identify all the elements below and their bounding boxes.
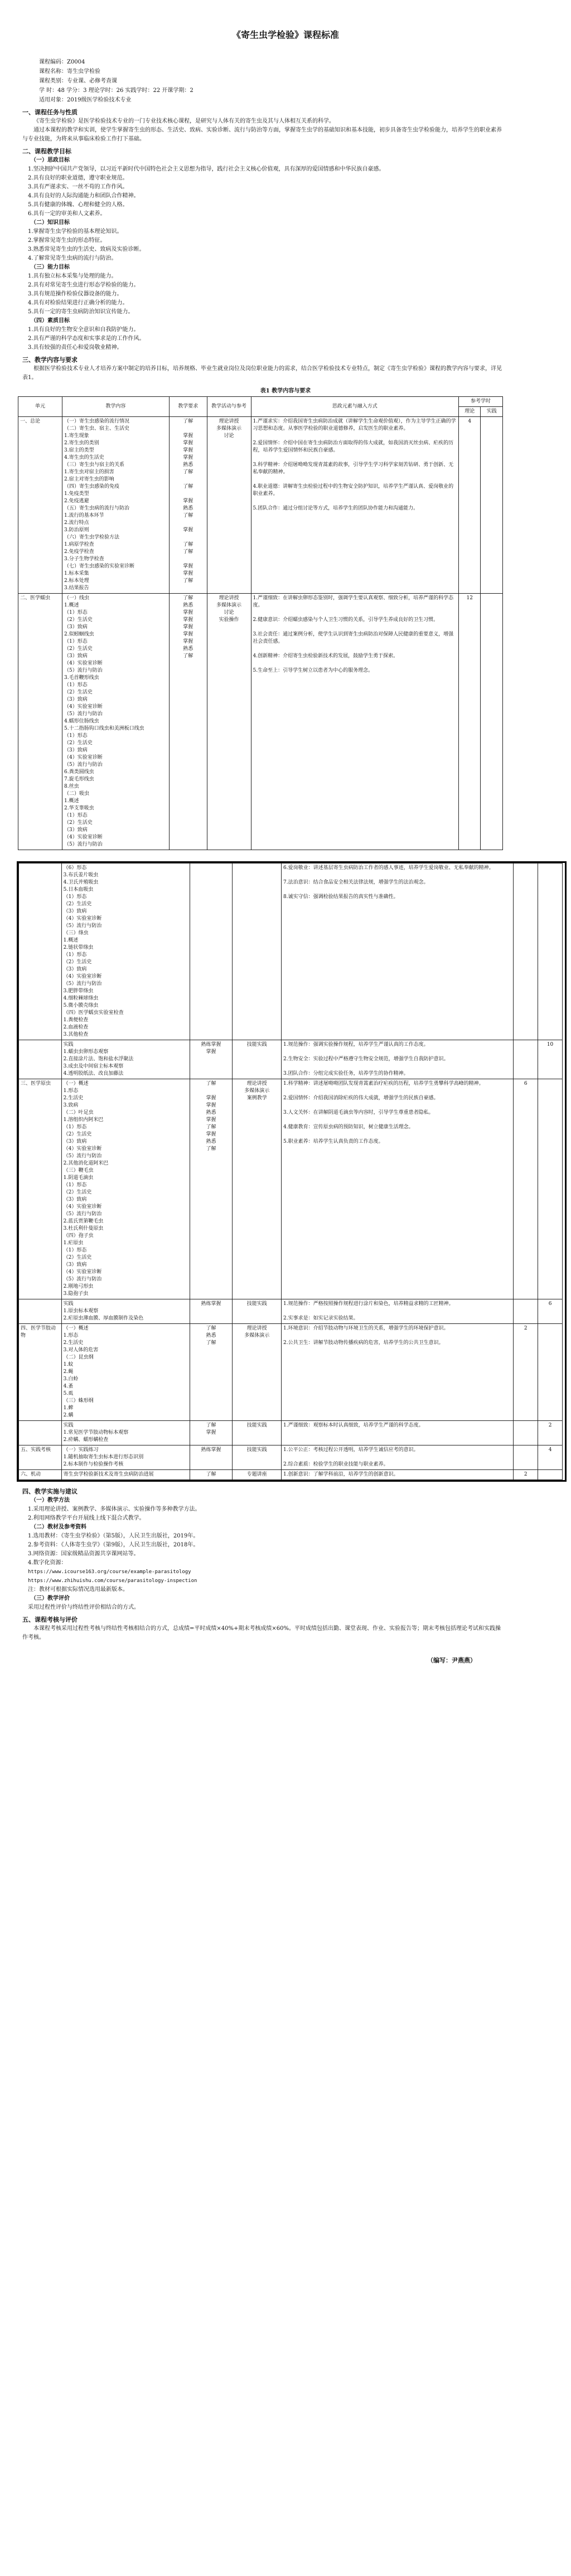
cell-unit: 一、总论 <box>18 417 62 594</box>
author-signature: （编写：尹燕燕） <box>427 1657 476 1664</box>
header-unit: 单元 <box>18 397 62 417</box>
cell-practice <box>538 863 563 1040</box>
cell-unit: 三、医学原虫 <box>19 1079 62 1299</box>
cell-content: （一）寄生虫感染的流行情况 （二）寄生虫、宿主、生活史 1.寄生现象 2.寄生虫的类别 3.宿主的类型 4.寄生虫的生活史 （三）寄生虫与宿主的关系 1.寄生虫对宿主的损害 2.宿主对寄生虫的影响 （四）寄生虫感染的免疫 1.免疫类型 2.免疫逃避 （五）寄生虫病的流行与防治 1.流行的基本环节 2.流行特点 3.防治原则 （六）寄生虫学检验方法 1.病原学检查 2.免疫学检查 3.分子生物学检查 （七）寄生虫感染的实验室诊断 1.标本采集 2.标本处理 3.结果报告 <box>62 417 170 594</box>
section-2-title: 二、课程教学目标 <box>22 148 71 155</box>
cell-ideo: 1.严谨细致：在讲解虫卵形态鉴别时，强调学生要认真观察、细致分析，培养严谨的科学态度。 2.健康意识：介绍蠕虫感染与个人卫生习惯的关系，引导学生养成良好的卫生习惯。 3.社会责任：通过案例分析，使学生认识到寄生虫病防治对保障人民健康的重要意义，增强社会责任感。 4.创新精神：介绍寄生虫检验新技术的发展，鼓励学生勇于探索。 5.生命至上：引导学生树立以患者为中心的服务理念。 <box>251 594 458 850</box>
cell-act: 理论讲授 多媒体演示 讨论 实验操作 <box>207 594 251 850</box>
textbook-item: 4.数字化资源： <box>28 1560 67 1566</box>
cell-practice <box>538 1470 563 1480</box>
table-row <box>19 1445 563 1470</box>
header-theory: 理论 <box>458 407 481 417</box>
header-req: 教学要求 <box>169 397 207 417</box>
content-table <box>18 396 503 850</box>
cell-unit <box>19 1040 62 1079</box>
table-title: 表1 教学内容与要求 <box>260 388 311 394</box>
header-ideo: 思政元素与融入方式 <box>251 397 458 417</box>
goal-2-item: 3.熟悉常见寄生虫的生活史、致病及实验诊断。 <box>28 246 145 253</box>
cell-theory: 2 <box>514 1470 538 1480</box>
cell-req: 了解 熟悉 了解 <box>190 1324 233 1421</box>
cell-ideo: 1.规范操作：严格按照操作规程进行涂片和染色，培养精益求精的工匠精神。 2.实事求是：如实记录实验结果。 <box>282 1299 514 1324</box>
cell-ideo: 1.公平公正：考核过程公开透明，培养学生诚信应考的意识。 2.综合素质：检验学生的职业技能与职业素养。 <box>282 1445 514 1470</box>
cell-ideo: 1.环境意识：介绍节肢动物与环境卫生的关系，增强学生的环境保护意识。 2.公共卫生：讲解节肢动物传播疾病的危害，培养学生的公共卫生意识。 <box>282 1324 514 1421</box>
goal-3-item: 3.具有规范操作检验仪器设备的能力。 <box>28 291 123 297</box>
goal-4-item: 1.具有良好的生物安全意识和自我防护能力。 <box>28 327 139 333</box>
cell-req: 熟练掌握 <box>190 1445 233 1470</box>
cell-act: 技能实践 <box>233 1421 282 1445</box>
table-row <box>18 417 503 594</box>
goal-1-item: 3.具有严谨求实、一丝不苟的工作作风。 <box>28 184 128 190</box>
section-1-title: 一、课程任务与性质 <box>22 109 78 116</box>
cell-ideo: 6.爱岗敬业：讲述基层寄生虫病防治工作者的感人事迹，培养学生爱岗敬业、无私奉献的精神。 7.法治意识：结合食品安全相关法律法规，增强学生的法治观念。 8.诚实守信：强调检验结果报告的真实性与准确性。 <box>282 863 514 1040</box>
goal-1-item: 5.具有健康的体魄、心理和健全的人格。 <box>28 202 128 208</box>
table-continuation <box>17 861 567 1482</box>
table-row <box>19 1421 563 1445</box>
table-row <box>18 594 503 850</box>
course-info-line: 适用对象：2019级医学检验技术专业 <box>39 97 132 103</box>
header-practice: 实践 <box>481 407 503 417</box>
cell-req <box>190 863 233 1040</box>
cell-content: 实践 1.常见医学节肢动物标本观察 2.疥螨、蠕形螨检查 <box>61 1421 190 1445</box>
cell-unit: 二、医学蠕虫 <box>18 594 62 850</box>
cell-ideo: 1.严谨求实：介绍我国寄生虫病防治成就（讲解学生生命观价值观），作为主导学生正确的学习思想和态度。从事医学检验的职业道德修养，启发医生的职业素养。 2.爱国情怀：介绍中国在寄生虫病防治方面取得的伟大成就，如我国消灭丝虫病、疟疾的历程，培养学生爱国情怀和民族自豪感。 3.科学精神：介绍屠呦呦发现青蒿素的故事，引导学生学习科学家刻苦钻研、勇于创新、无私奉献的精神。 4.职业道德：讲解寄生虫检验过程中的生物安全防护知识，培养学生严谨认真、爱岗敬业的职业素养。 5.团队合作：通过分组讨论等方式，培养学生的团队协作能力和沟通能力。 <box>251 417 458 594</box>
textbook-item: 2.参考资料：《人体寄生虫学》（第9版），人民卫生出版社，2018年。 <box>28 1542 199 1548</box>
cell-req: 了解 <box>190 1470 233 1480</box>
method-text-1: 1.采用理论讲授、案例教学、多媒体演示、实验操作等多种教学方法。 <box>28 1506 201 1512</box>
goal-1-item: 2.具有良好的职业道德，遵守职业规范。 <box>28 175 128 181</box>
resource-link[interactable]: https://www.zhihuishu.com/course/parasitology-inspection <box>28 1578 197 1584</box>
cell-practice <box>538 1324 563 1421</box>
section-5-para: 本课程考核采用过程性考核与终结性考核相结合的方式，总成绩=平时成绩×40%+期末考核成绩×60%。平时成绩包括出勤、课堂表现、作业、实验报告等；期末考核包括理论考试和实践操作考核。 <box>22 1626 501 1641</box>
cell-unit <box>19 1299 62 1324</box>
course-info-line: 课程名称：寄生虫学检验 <box>39 69 100 75</box>
table-row <box>19 1470 563 1480</box>
cell-content: （一）线虫 1.概述 （1）形态 （2）生活史 （3）致病 2.似蚓蛔线虫 （1）形态 （2）生活史 （3）致病 （4）实验室诊断 （5）流行与防治 3.毛首鞭形线虫 （1）形态 （2）生活史 （3）致病 （4）实验室诊断 （5）流行与防治 4.蠕形住肠线虫 5.十二指肠钩口线虫和美洲板口线虫 （1）形态 （2）生活史 （3）致病 （4）实验室诊断 （5）流行与防治 6.粪类圆线虫 7.旋毛形线虫 8.丝虫 （二）吸虫 1.概述 2.华支睾吸虫 （1）形态 （2）生活史 （3）致病 （4）实验室诊断 （5）流行与防治 <box>62 594 170 850</box>
goal-3-item: 1.具有独立标本采集与处理的能力。 <box>28 273 117 279</box>
cell-content: （6）形态 3.布氏姜片吸虫 4.卫氏并殖吸虫 5.日本血吸虫 （1）形态 （2）生活史 （3）致病 （4）实验室诊断 （5）流行与防治 （三）绦虫 1.概述 2.链状带绦虫 （1）形态 （2）生活史 （3）致病 （4）实验室诊断 （5）流行与防治 3.肥胖带绦虫 4.细粒棘球绦虫 5.微小膜壳绦虫 （四）医学蠕虫实验室检查 1.粪便检查 2.血液检查 3.其他检查 <box>61 863 190 1040</box>
goal-4-title: （四）素质目标 <box>31 318 70 324</box>
table-row <box>19 1299 563 1324</box>
document-title: 《寄生虫学检验》课程标准 <box>231 30 339 40</box>
goal-4-item: 3.具有较强的责任心和爱岗敬业精神。 <box>28 345 123 351</box>
cell-theory: 12 <box>458 594 481 850</box>
cell-req: 熟练掌握 <box>190 1299 233 1324</box>
cell-practice: 6 <box>538 1299 563 1324</box>
cell-act: 技能实践 <box>233 1445 282 1470</box>
cell-theory <box>514 1421 538 1445</box>
goal-1-item: 6.具有一定的审美和人文素养。 <box>28 211 106 217</box>
goal-2-item: 2.掌握常见寄生虫的形态特征。 <box>28 237 106 244</box>
cell-content: 实践 1.蠕虫虫卵形态观察 2.直接涂片法、饱和盐水浮聚法 3.成虫及中间宿主标本观察 4.透明胶纸法、改良加藤法 <box>61 1040 190 1079</box>
cell-practice: 2 <box>538 1421 563 1445</box>
goal-3-item: 2.具有对常见寄生虫进行形态学检验的能力。 <box>28 282 139 288</box>
cell-theory: 6 <box>514 1079 538 1299</box>
goal-4-item: 2.具有严谨的科学态度和实事求是的工作作风。 <box>28 336 145 342</box>
table-row <box>19 1324 563 1421</box>
course-info-line: 课程类别：专业课、必修考查课 <box>39 78 117 84</box>
cell-unit <box>19 863 62 1040</box>
goal-3-item: 5.具有一定的寄生虫病防治知识宣传能力。 <box>28 309 134 315</box>
cell-req: 了解 掌握 <box>190 1421 233 1445</box>
header-content: 教学内容 <box>62 397 170 417</box>
goal-2-item: 4.了解常见寄生虫病的流行与防治。 <box>28 255 117 261</box>
cell-act: 理论讲授 多媒体演示 <box>233 1324 282 1421</box>
evaluation-text: 采用过程性评价与终结性评价相结合的方式。 <box>28 1604 139 1610</box>
cell-unit: 五、实践考核 <box>19 1445 62 1470</box>
textbook-title: （二）教材及参考资料 <box>31 1524 86 1530</box>
goal-3-title: （三）能力目标 <box>31 264 70 270</box>
cell-practice <box>481 417 503 594</box>
cell-unit: 六、机动 <box>19 1470 62 1480</box>
table-row <box>19 863 563 1040</box>
cell-unit: 四、医学节肢动物 <box>19 1324 62 1421</box>
goal-1-item: 4.具有良好的人际沟通能力和团队合作精神。 <box>28 193 139 199</box>
cell-req: 了解 熟悉 掌握 掌握 掌握 掌握 掌握 熟悉 了解 <box>169 594 207 850</box>
header-act: 教学活动与参考 <box>207 397 251 417</box>
cell-theory: 4 <box>458 417 481 594</box>
cell-act: 理论讲授 多媒体演示 案例教学 <box>233 1079 282 1299</box>
cell-theory <box>514 1040 538 1079</box>
goal-2-title: （二）知识目标 <box>31 220 70 226</box>
goal-2-item: 1.掌握寄生虫学检验的基本理论知识。 <box>28 229 123 235</box>
cell-theory <box>514 863 538 1040</box>
goal-1-title: （一）思政目标 <box>31 157 70 163</box>
cell-act: 技能实践 <box>233 1299 282 1324</box>
cell-practice: 4 <box>538 1445 563 1470</box>
course-info-line: 学 时：48 学分：3 理论学时：26 实践学时：22 开课学期：2 <box>39 88 193 94</box>
evaluation-title: （三）教学评价 <box>31 1595 70 1602</box>
section-3-para: 根据医学检验技术专业人才培养方案中制定的培养目标，培养规格、毕业生就业岗位及岗位职业能力的需求，结合医学检验技术专业特点，制定《寄生虫学检验》课程的教学内容与要求，详见表1。 <box>22 366 502 381</box>
cell-ideo: 1.规范操作：强调实验操作规程，培养学生严谨认真的工作态度。 2.生物安全：实验过程中严格遵守生物安全规范，增强学生自我防护意识。 3.团队合作：分组完成实验任务，培养学生的协作精神。 <box>282 1040 514 1079</box>
method-title: （一）教学方法 <box>31 1497 70 1503</box>
textbook-item: 1.选用教材：《寄生虫学检验》（第5版），人民卫生出版社，2019年。 <box>28 1533 199 1539</box>
textbook-item: 3.网络资源：国家级精品资源共享课网站等。 <box>28 1551 139 1557</box>
cell-act: 理论讲授 多媒体演示 讨论 <box>207 417 251 594</box>
cell-theory <box>514 1299 538 1324</box>
cell-act: 专题讲座 <box>233 1470 282 1480</box>
header-hours: 参考学时 <box>458 397 502 407</box>
cell-ideo: 1.科学精神：讲述屠呦呦团队发现青蒿素治疗疟疾的历程，培养学生勇攀科学高峰的精神。 2.爱国情怀：介绍我国消除疟疾的伟大成就，增强学生的民族自豪感。 3.人文关怀：在讲解阴道毛滴虫等内容时，引导学生尊重患者隐私。 4.健康教育：宣传原虫病的预防知识，树立健康生活理念。 5.职业素养：培养学生认真负责的工作态度。 <box>282 1079 514 1299</box>
cell-theory: 2 <box>514 1324 538 1421</box>
course-info-line: 课程编码：Z0004 <box>39 59 85 65</box>
goal-3-item: 4.具有对检验结果进行正确分析的能力。 <box>28 300 128 306</box>
content-table-continued <box>18 863 563 1480</box>
cell-content: （一）实践练习 1.随机抽取寄生虫标本进行形态识别 2.标本制作与检验操作考核 <box>61 1445 190 1470</box>
cell-practice <box>481 594 503 850</box>
section-4-title: 四、教学实施与建议 <box>22 1488 78 1495</box>
cell-req: 了解 掌握 掌握 掌握 掌握 熟悉 了解 了解 掌握 熟悉 了解 掌握 了解 了解 掌握 掌握 了解 <box>169 417 207 594</box>
section-4 <box>0 1487 571 1642</box>
section-1-paragraph: 通过本课程的教学和实训，使学生掌握寄生虫的形态、生活史、致病、实验诊断、流行与防治等方面，掌握寄生虫学的基础知识和基本技能，初步具备寄生虫学检验能力，培养学生的职业素养与专业技能，为将来从事临床检验工作打下基础。 <box>22 127 502 142</box>
section-1 <box>0 108 571 382</box>
cell-act: 技能实践 <box>233 1040 282 1079</box>
cell-content: 寄生虫学检验新技术及寄生虫病防治进展 <box>61 1470 190 1480</box>
cell-content: （一）概述 1.形态 2.生活史 3.致病 （二）叶足虫 1.溶组织内阿米巴 （1）形态 （2）生活史 （3）致病 （4）实验室诊断 （5）流行与防治 2.其他消化道阿米巴 （三）鞭毛虫 1.阴道毛滴虫 （1）形态 （2）生活史 （3）致病 （4）实验室诊断 （5）流行与防治 2.蓝氏贾第鞭毛虫 3.杜氏利什曼原虫 （四）孢子虫 1.疟原虫 （1）形态 （2）生活史 （3）致病 （4）实验室诊断 （5）流行与防治 2.刚地弓形虫 3.隐孢子虫 <box>61 1079 190 1299</box>
cell-ideo: 1.创新意识：了解学科前沿，培养学生的创新意识。 <box>282 1470 514 1480</box>
section-3-title: 三、教学内容与要求 <box>22 356 78 363</box>
cell-content: 实践 1.原虫标本观察 2.疟原虫薄血膜、厚血膜制作及染色 <box>61 1299 190 1324</box>
cell-unit <box>19 1421 62 1445</box>
cell-ideo: 1.严谨细致：观察标本时认真细致，培养学生严谨的科学态度。 <box>282 1421 514 1445</box>
cell-content: （一）概述 1.形态 2.生活史 3.对人体的危害 （二）昆虫纲 1.蚊 2.蝇 3.白蛉 4.蚤 5.虱 （三）蛛形纲 1.蜱 2.螨 <box>61 1324 190 1421</box>
cell-act <box>233 863 282 1040</box>
cell-practice: 10 <box>538 1040 563 1079</box>
textbook-note: 注：教材可根据实际情况选用最新版本。 <box>28 1587 128 1593</box>
cell-theory <box>514 1445 538 1470</box>
cell-practice <box>538 1079 563 1299</box>
method-text-2: 2.利用网络教学平台开展线上线下混合式教学。 <box>28 1515 145 1521</box>
course-info <box>0 57 571 105</box>
section-5-title: 五、课程考核与评价 <box>22 1616 78 1623</box>
resource-link[interactable]: https://www.icourse163.org/course/example-parasitology <box>28 1569 191 1575</box>
goal-1-item: 1.坚决拥护中国共产党领导，以习近平新时代中国特色社会主义思想为指导，践行社会主义核心价值观，具有深厚的爱国情感和中华民族自豪感。 <box>28 166 385 172</box>
table-row <box>19 1040 563 1079</box>
table-row <box>19 1079 563 1299</box>
cell-req: 了解 掌握 掌握 熟悉 掌握 了解 掌握 熟悉 了解 <box>190 1079 233 1299</box>
cell-req: 熟练掌握 掌握 <box>190 1040 233 1079</box>
section-1-paragraph: 《寄生虫学检验》是医学检验技术专业的一门专业技术核心课程，是研究与人体有关的寄生虫及其与人体相互关系的科学。 <box>33 118 335 124</box>
